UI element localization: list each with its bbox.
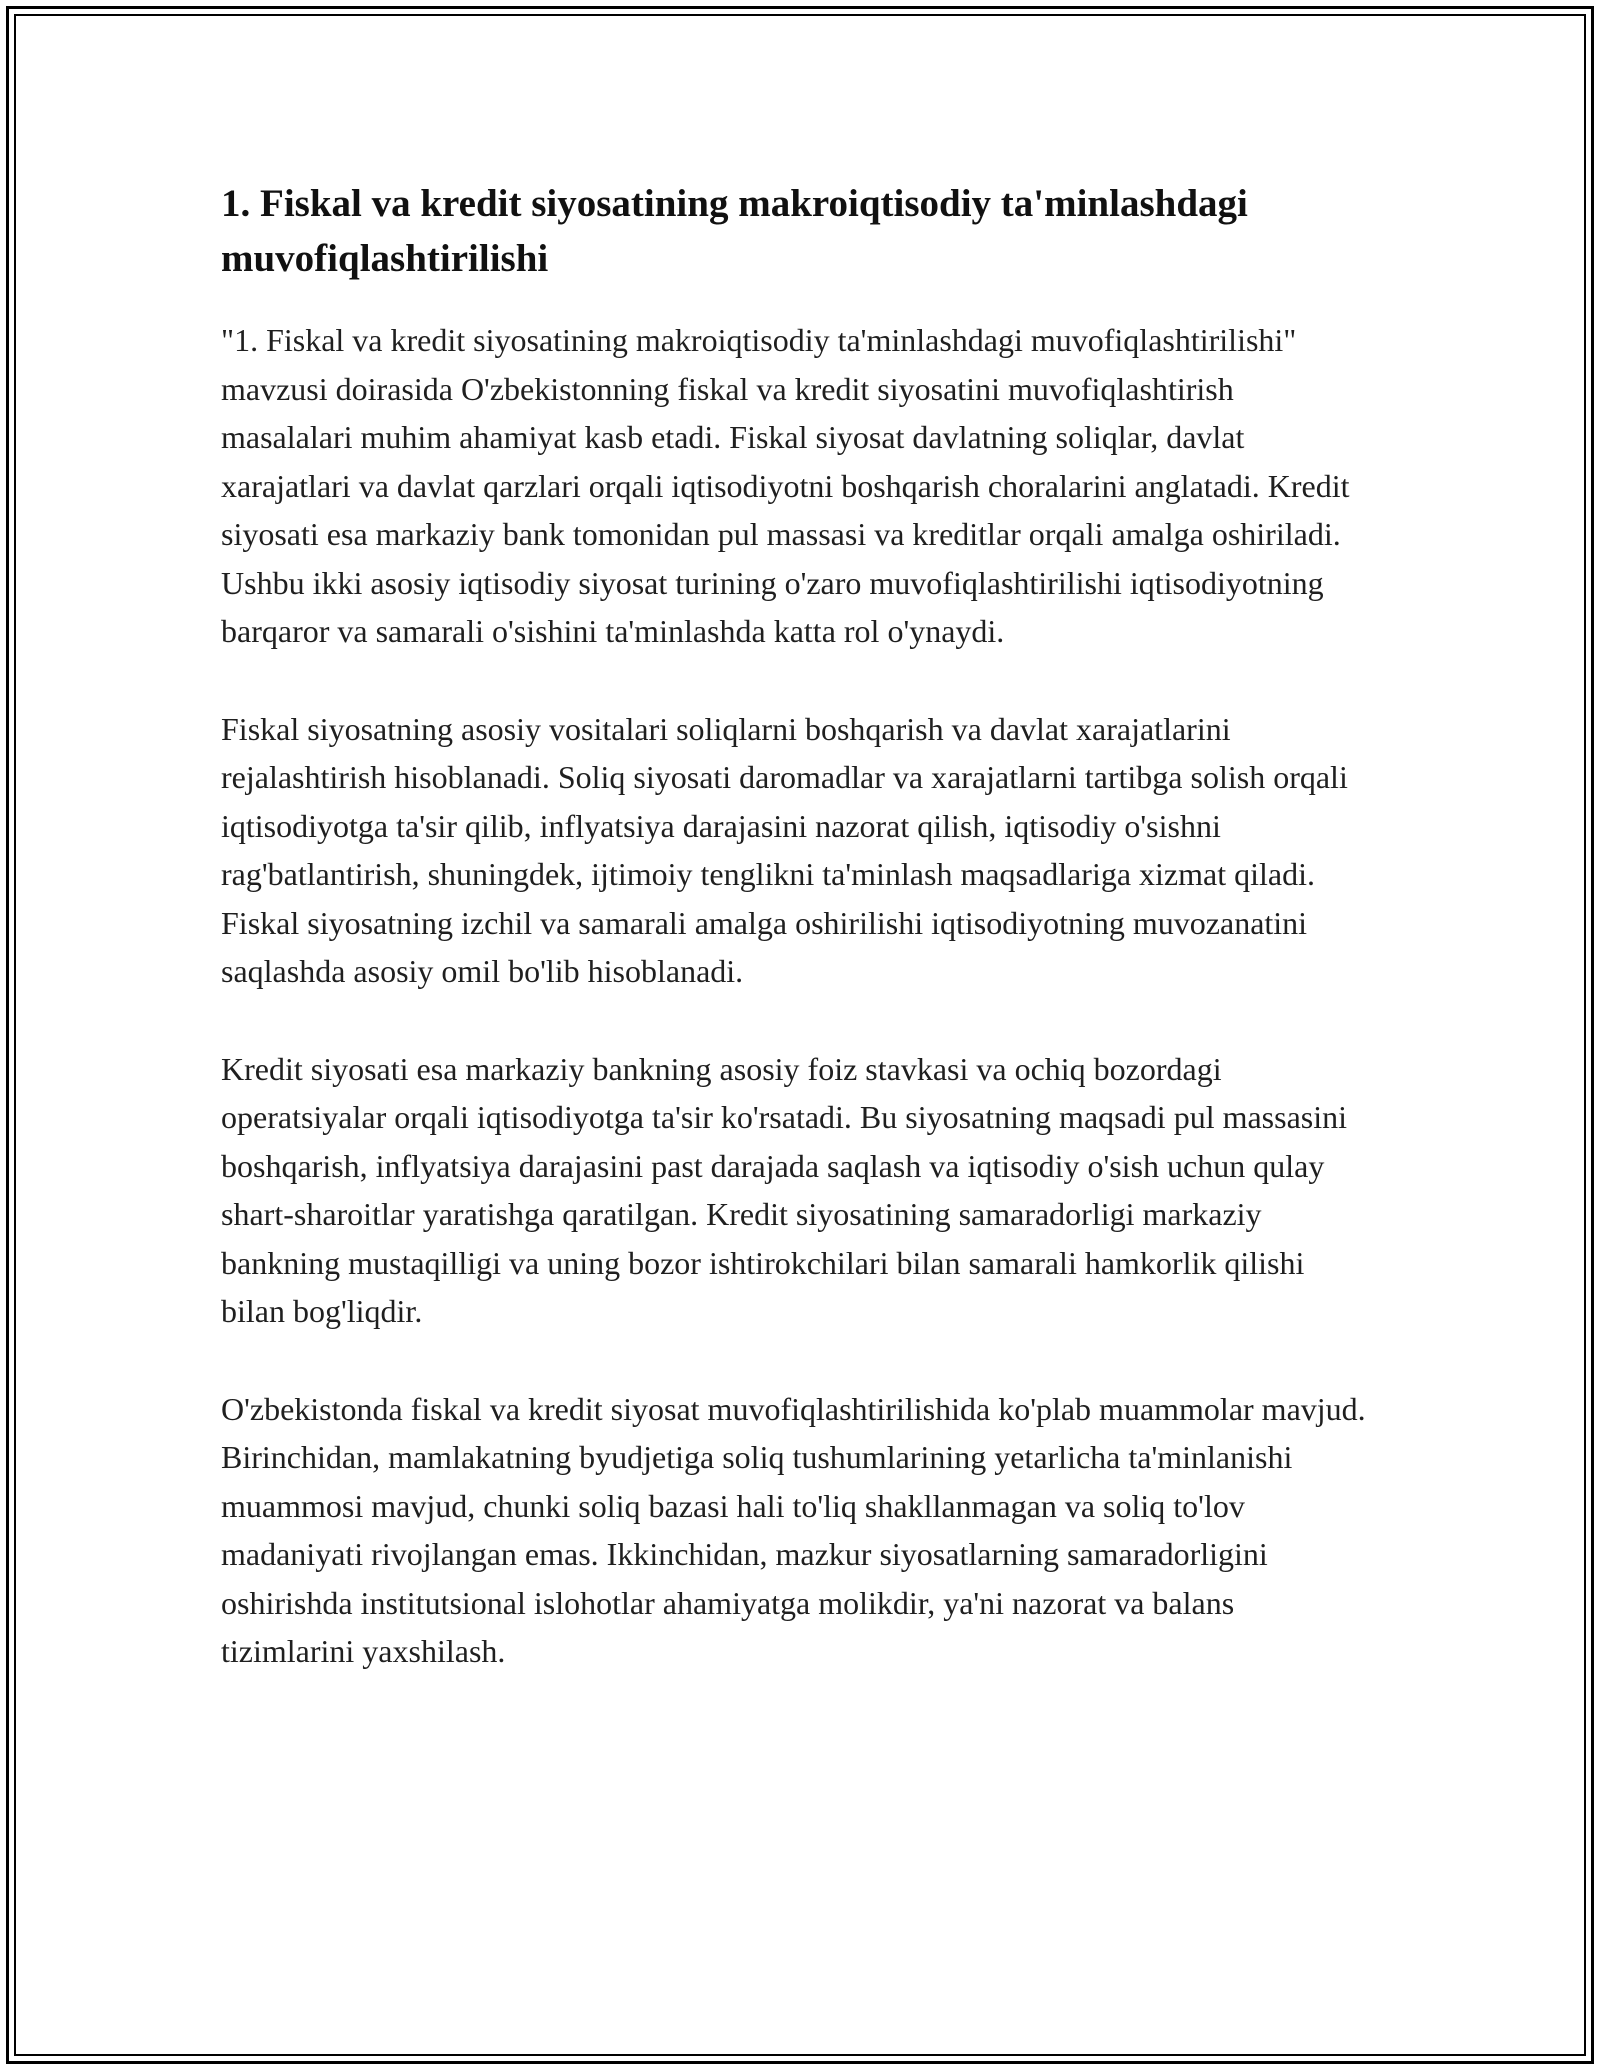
paragraph-fiscal-policy: Fiskal siyosatning asosiy vositalari soliqlarni boshqarish va davlat xarajatlarini rejalashtirish hisoblanadi. Soliq siyosati daromadlar va xarajatlarni tartibga solish orqali iqtisodiyotga ta'sir qilib, inflyatsiya darajasini nazorat qilish, iqtisodiy o'sishni rag'batlantirish, shuningdek, ijtimoiy tenglikni ta'minlash maqsadlariga xizmat qiladi. Fiskal siyosatning izchil va samarali amalga oshirilishi iqtisodiyotning muvozanatini saqlashda asosiy omil bo'lib hisoblanadi.: [221, 710, 1348, 989]
document-body: [221, 176, 1371, 1725]
paragraph-credit-policy: Kredit siyosati esa markaziy bankning asosiy foiz stavkasi va ochiq bozordagi operatsiyalar orqali iqtisodiyotga ta'sir ko'rsatadi. Bu siyosatning maqsadi pul massasini boshqarish, inflyatsiya darajasini past darajada saqlash va iqtisodiy o'sish uchun qulay shart-sharoitlar yaratishga qaratilgan. Kredit siyosatining samaradorligi markaziy bankning mustaqilligi va uning bozor ishtirokchilari bilan samarali hamkorlik qilishi bilan bog'liqdir.: [221, 1050, 1348, 1329]
document-title: 1. Fiskal va kredit siyosatining makroiqtisodiy ta'minlashdagi muvofiqlashtirilishi: [221, 182, 1248, 280]
paragraph-intro: "1. Fiskal va kredit siyosatining makroiqtisodiy ta'minlashdagi muvofiqlashtirilishi" mavzusi doirasida O'zbekistonning fiskal va kredit siyosatini muvofiqlashtirish masalalari muhim ahamiyat kasb etadi. Fiskal siyosat davlatning soliqlar, davlat xarajatlari va davlat qarzlari orqali iqtisodiyotni boshqarish choralarini anglatadi. Kredit siyosati esa markaziy bank tomonidan pul massasi va kreditlar orqali amalga oshiriladi. Ushbu ikki asosiy iqtisodiy siyosat turining o'zaro muvofiqlashtirilishi iqtisodiyotning barqaror va samarali o'sishini ta'minlashda katta rol o'ynaydi.: [221, 322, 1350, 649]
paragraph-problems: O'zbekistonda fiskal va kredit siyosat muvofiqlashtirilishida ko'plab muammolar mavjud. Birinchidan, mamlakatning byudjetiga soliq tushumlarining yetarlicha ta'minlanishi muammosi mavjud, chunki soliq bazasi hali to'liq shakllanmagan va soliq to'lov madaniyati rivojlangan emas. Ikkinchidan, mazkur siyosatlarning samaradorligini oshirishda institutsional islohotlar ahamiyatga molikdir, ya'ni nazorat va balans tizimlarini yaxshilash.: [221, 1390, 1366, 1669]
